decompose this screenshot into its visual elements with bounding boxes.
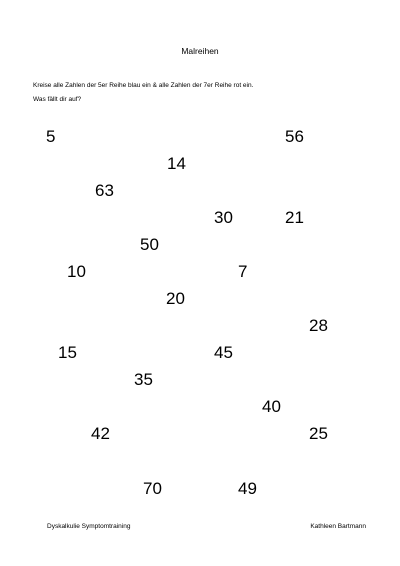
number-item: 45 xyxy=(214,343,233,362)
footer-left: Dyskalkulie Symptomtraining xyxy=(47,523,131,530)
instruction-line-2: Was fällt dir auf? xyxy=(33,96,82,103)
number-item: 30 xyxy=(214,208,233,227)
number-item: 49 xyxy=(238,479,257,498)
number-item: 15 xyxy=(58,343,77,362)
number-item: 7 xyxy=(238,262,248,281)
number-item: 56 xyxy=(285,127,304,146)
number-item: 25 xyxy=(309,424,328,443)
number-item: 42 xyxy=(91,424,110,443)
number-item: 70 xyxy=(143,479,162,498)
footer-right: Kathleen Bartmann xyxy=(310,523,366,530)
number-item: 21 xyxy=(285,208,304,227)
number-item: 40 xyxy=(262,397,281,416)
worksheet-title: Malreihen xyxy=(181,46,219,56)
number-item: 5 xyxy=(46,127,56,146)
number-item: 50 xyxy=(140,235,159,254)
number-item: 14 xyxy=(167,154,186,173)
number-item: 10 xyxy=(67,262,86,281)
number-item: 28 xyxy=(309,316,328,335)
number-item: 63 xyxy=(95,181,114,200)
number-item: 20 xyxy=(166,289,185,308)
number-item: 35 xyxy=(134,370,153,389)
instruction-line-1: Kreise alle Zahlen der 5er Reihe blau ein & alle Zahlen der 7er Reihe rot ein. xyxy=(33,82,254,89)
